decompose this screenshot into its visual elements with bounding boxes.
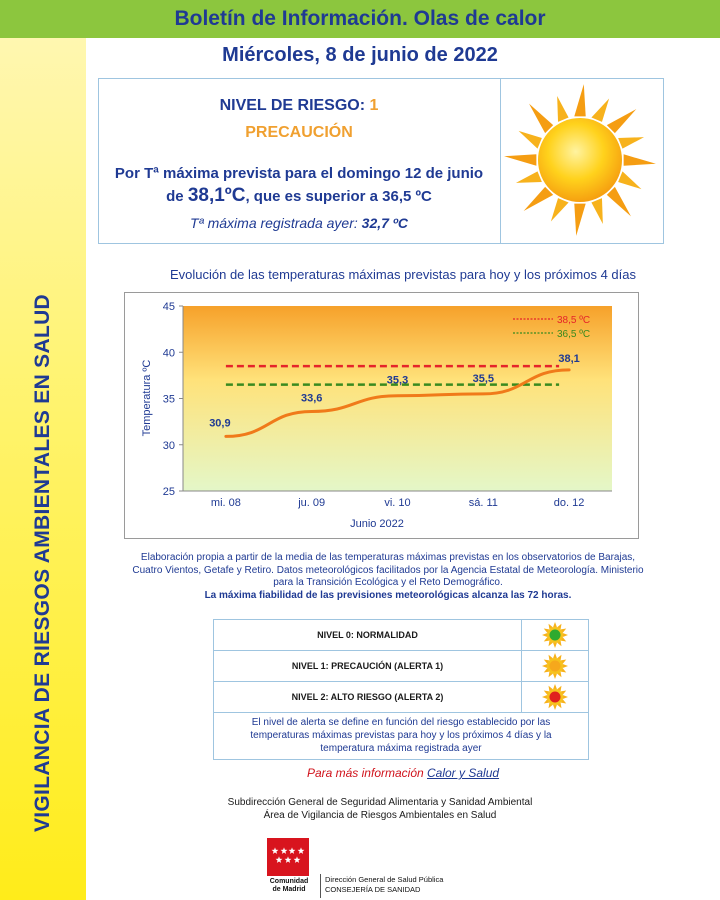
y-tick-label: 30 [162, 439, 175, 452]
level-row-0 [214, 620, 588, 651]
legend-label: 38,5 ºC [557, 315, 591, 326]
risk-title-prefix: NIVEL DE RIESGO: [219, 97, 370, 114]
risk-forecast-line: Por Tª máxima prevista para el domingo 12 de junio [114, 165, 484, 182]
levels-note: El nivel de alerta se define en función del riesgo establecido por las temperaturas máximas previstas para hoy y los próximos 4 días y la temperatura máxima registrada ayer [250, 717, 552, 754]
sun-ray [607, 109, 637, 133]
sun-ray [516, 171, 542, 182]
methodology-note [128, 552, 648, 602]
data-label: 33,6 [300, 392, 323, 405]
sun-ray [524, 187, 554, 211]
level-row-1 [214, 651, 588, 682]
y-tick-label: 25 [162, 486, 175, 498]
green-sun-icon [522, 620, 588, 650]
x-tick-label: sá. 11 [468, 497, 498, 509]
bulletin-title: Boletín de Información. Olas de calor [174, 7, 546, 30]
risk-yesterday-line [99, 215, 499, 231]
sun-ray [591, 99, 609, 122]
x-tick-label: mi. 08 [210, 497, 241, 509]
reliability-note: La máxima fiabilidad de las previsiones meteorológicas alcanza las 72 horas. [204, 589, 572, 601]
logo-org-line2: de Madrid [272, 886, 306, 893]
logo-dept-line2: CONSEJERÍA DE SANIDAD [325, 885, 421, 894]
more-info [86, 766, 720, 780]
x-tick-label: do. 12 [553, 497, 585, 509]
logo-department [325, 875, 443, 895]
sun-ray [591, 198, 602, 224]
more-info-prefix: Para más información [306, 766, 427, 780]
risk-value-pre: de [166, 188, 188, 205]
data-label: 38,1 [558, 352, 580, 365]
subdirection-line1: Subdirección General de Seguridad Alimentaria y Sanidad Ambiental [227, 797, 533, 808]
level-row-2 [214, 682, 588, 713]
y-axis-label: Temperatura ºC [141, 359, 153, 437]
risk-value-line [99, 185, 499, 207]
level-2-label: NIVEL 2: ALTO RIESGO (ALERTA 2) [214, 682, 522, 712]
risk-value-post: , que es superior a 36,5 ºC [245, 188, 432, 205]
y-tick-label: 45 [162, 301, 175, 313]
sun-ray [624, 154, 656, 165]
sun-ray [618, 171, 641, 189]
plot-area [183, 306, 612, 491]
comunidad-madrid-logo [262, 836, 502, 900]
level-0-label: NIVEL 0: NORMALIDAD [214, 620, 522, 650]
data-label: 35,3 [386, 374, 409, 387]
x-tick-label: ju. 09 [298, 497, 326, 509]
sun-ray [557, 96, 568, 122]
chart-title: Evolución de las temperaturas máximas previstas para hoy y los próximos 4 días [169, 267, 637, 282]
orange-sun-icon [522, 651, 588, 681]
red-sun-icon [522, 682, 588, 712]
sun-ray [529, 104, 553, 134]
stars-icon [267, 838, 309, 876]
calor-y-salud-link[interactable]: Calor y Salud [427, 766, 500, 780]
x-axis-label: Junio 2022 [350, 518, 404, 530]
sidebar-band [0, 38, 86, 900]
sun-icon [498, 78, 662, 242]
sun-ray [607, 187, 631, 217]
data-label: 30,9 [209, 417, 231, 430]
bulletin-date: Miércoles, 8 de junio de 2022 [222, 44, 498, 66]
y-tick-label: 40 [162, 347, 175, 360]
risk-level-number: 1 [369, 97, 379, 114]
methodology-text: Elaboración propia a partir de la media de las temperaturas máximas previstas en los observatorios de Barajas, Cuatro Vientos, Getafe y Retiro. Datos meteorológicos facilitados por la Agencia Estatal de Meteorología. Ministerio para la Transición Ecológica y el Reto Demográfico. [132, 552, 644, 588]
madrid-flag-icon [267, 838, 309, 876]
sun-ray [618, 137, 644, 148]
alert-levels-table [213, 619, 589, 760]
bulletin-header [0, 0, 720, 38]
sun-ray [504, 154, 536, 165]
risk-yesterday-pre: Tª máxima registrada ayer: [189, 215, 362, 231]
logo-separator [320, 874, 321, 898]
sun-ray [551, 198, 569, 221]
sun-ray [574, 204, 585, 236]
y-tick-label: 35 [162, 393, 175, 406]
legend-label: 36,5 ºC [557, 329, 591, 340]
risk-title [99, 97, 499, 115]
logo-org-name [262, 878, 316, 894]
subdirection-line2: Área de Vigilancia de Riesgos Ambientales en Salud [263, 810, 497, 821]
sun-ray [519, 131, 542, 149]
subdirection [86, 796, 674, 822]
risk-forecast-value: 38,1ºC [187, 185, 246, 206]
logo-dept-line1: Dirección General de Salud Pública [325, 875, 444, 884]
x-tick-label: vi. 10 [384, 497, 411, 509]
level-1-label: NIVEL 1: PRECAUCIÓN (ALERTA 1) [214, 651, 522, 681]
risk-yesterday-value: 32,7 ºC [361, 215, 409, 231]
sun-ray [574, 84, 585, 116]
chart-svg [125, 293, 638, 538]
sidebar-vertical-title: VIGILANCIA DE RIESGOS AMBIENTALES EN SALUD [31, 293, 54, 833]
logo-org-line1: Comunidad [269, 878, 309, 885]
temperature-chart [124, 292, 639, 539]
data-label: 35,5 [472, 372, 495, 385]
risk-level-name: PRECAUCIÓN [245, 124, 353, 141]
